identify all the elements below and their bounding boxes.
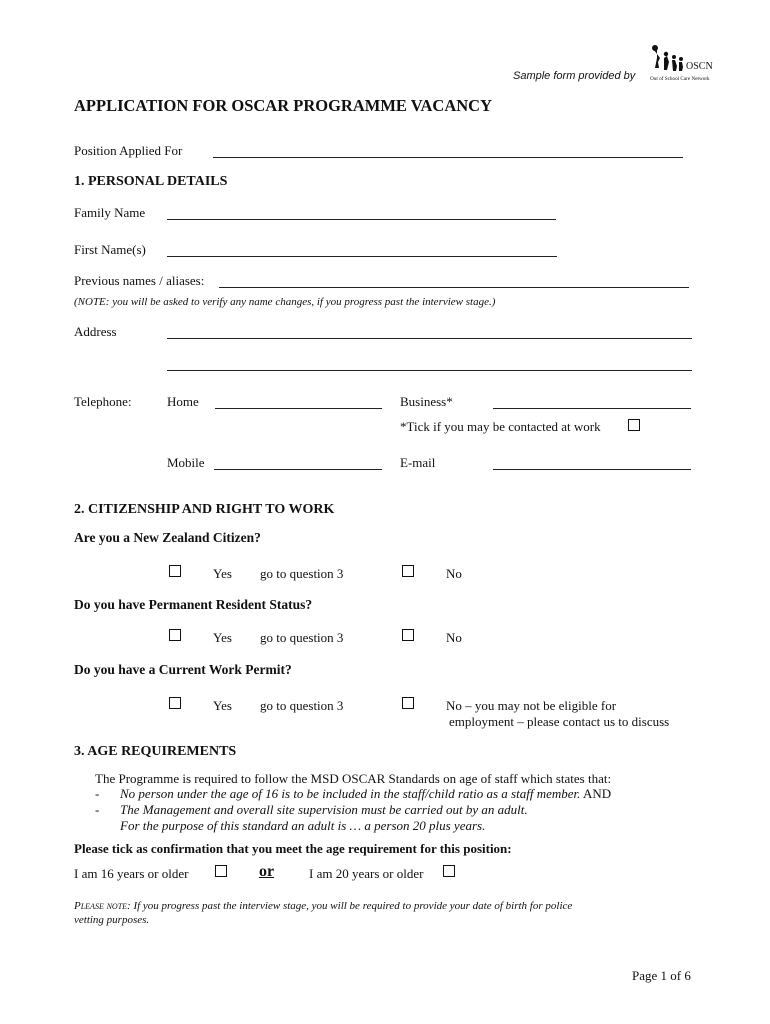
work-contact-note: *Tick if you may be contacted at work <box>400 419 601 434</box>
question-work-permit: Do you have a Current Work Permit? <box>74 662 292 677</box>
nz-citizen-no-checkbox[interactable] <box>402 565 414 577</box>
permanent-resident-no-checkbox[interactable] <box>402 629 414 641</box>
address-label: Address <box>74 324 117 339</box>
work-permit-yes-checkbox[interactable] <box>169 697 181 709</box>
age-16-label: I am 16 years or older <box>74 866 189 881</box>
please-note-line2: vetting purposes. <box>74 914 150 926</box>
work-permit-yes-label: Yes <box>213 698 232 713</box>
permanent-resident-yes-label: Yes <box>213 630 232 645</box>
permanent-resident-yes-checkbox[interactable] <box>169 629 181 641</box>
home-phone-field[interactable] <box>215 408 382 409</box>
email-field[interactable] <box>493 469 691 470</box>
age-intro-text: The Programme is required to follow the MSD OSCAR Standards on age of staff which states that: <box>95 771 612 786</box>
first-names-field[interactable] <box>167 256 557 257</box>
age-bullet-1-text: No person under the age of 16 is to be included in the staff/child ratio as a staff member. <box>120 786 581 801</box>
question-nz-citizen: Are you a New Zealand Citizen? <box>74 530 261 545</box>
citizenship-heading: 2. CITIZENSHIP AND RIGHT TO WORK <box>74 502 335 517</box>
age-20-checkbox[interactable] <box>443 865 455 877</box>
telephone-label: Telephone: <box>74 394 132 409</box>
please-note-line1 <box>74 900 572 912</box>
family-name-field[interactable] <box>167 219 556 220</box>
age-20-label: I am 20 years or older <box>309 866 424 881</box>
work-permit-no-checkbox[interactable] <box>402 697 414 709</box>
age-bullet-2b: For the purpose of this standard an adult is … a person 20 plus years. <box>120 818 486 833</box>
age-bullet-2: The Management and overall site supervision must be carried out by an adult. <box>120 802 528 817</box>
mobile-field[interactable] <box>214 469 382 470</box>
nz-citizen-no-label: No <box>446 566 462 581</box>
please-note-label: Please note: <box>74 900 131 912</box>
question-permanent-resident: Do you have Permanent Resident Status? <box>74 597 313 612</box>
nz-citizen-yes-label: Yes <box>213 566 232 581</box>
first-names-label: First Name(s) <box>74 242 146 257</box>
family-name-label: Family Name <box>74 205 146 220</box>
bullet-dash-1: - <box>95 786 100 801</box>
age-requirements-heading: 3. AGE REQUIREMENTS <box>74 744 237 759</box>
business-phone-field[interactable] <box>493 408 691 409</box>
age-16-checkbox[interactable] <box>215 865 227 877</box>
age-confirm-text: Please tick as confirmation that you meet the age requirement for this position: <box>74 841 512 856</box>
oscn-logo-subtext: Out of School Care Network <box>650 76 710 82</box>
age-bullet-1-and: AND <box>582 786 612 801</box>
oscn-logo <box>648 44 732 84</box>
sample-form-text: Sample form provided by <box>513 70 636 82</box>
personal-details-heading: 1. PERSONAL DETAILS <box>74 174 228 189</box>
previous-names-field[interactable] <box>219 287 689 288</box>
position-label: Position Applied For <box>74 143 183 158</box>
mobile-label: Mobile <box>167 455 205 470</box>
permanent-resident-goto-label: go to question 3 <box>260 630 344 645</box>
please-note-text: If you progress past the interview stage, you will be required to provide your date of birth for police <box>133 900 573 912</box>
nz-citizen-goto-label: go to question 3 <box>260 566 344 581</box>
name-change-note: (NOTE: you will be asked to verify any name changes, if you progress past the interview stage.) <box>74 296 496 308</box>
work-permit-no-label: No – you may not be eligible for <box>446 698 617 713</box>
oscn-logo-text: OSCN <box>686 61 713 72</box>
position-field[interactable] <box>213 157 683 158</box>
page-title: APPLICATION FOR OSCAR PROGRAMME VACANCY <box>74 96 493 115</box>
page-number: Page 1 of 6 <box>632 968 691 983</box>
age-bullet-1 <box>120 786 611 802</box>
permanent-resident-no-label: No <box>446 630 462 645</box>
oscn-logo-graphic <box>648 44 732 84</box>
work-contact-checkbox[interactable] <box>628 419 640 431</box>
or-label: or <box>259 863 275 880</box>
email-label: E-mail <box>400 455 436 470</box>
home-phone-label: Home <box>167 394 199 409</box>
address-field-line1[interactable] <box>167 338 692 339</box>
business-phone-label: Business* <box>400 394 453 409</box>
bullet-dash-2: - <box>95 802 100 817</box>
work-permit-no-label-2: employment – please contact us to discuss <box>449 714 670 729</box>
previous-names-label: Previous names / aliases: <box>74 273 205 288</box>
nz-citizen-yes-checkbox[interactable] <box>169 565 181 577</box>
address-field-line2[interactable] <box>167 370 692 371</box>
work-permit-goto-label: go to question 3 <box>260 698 344 713</box>
